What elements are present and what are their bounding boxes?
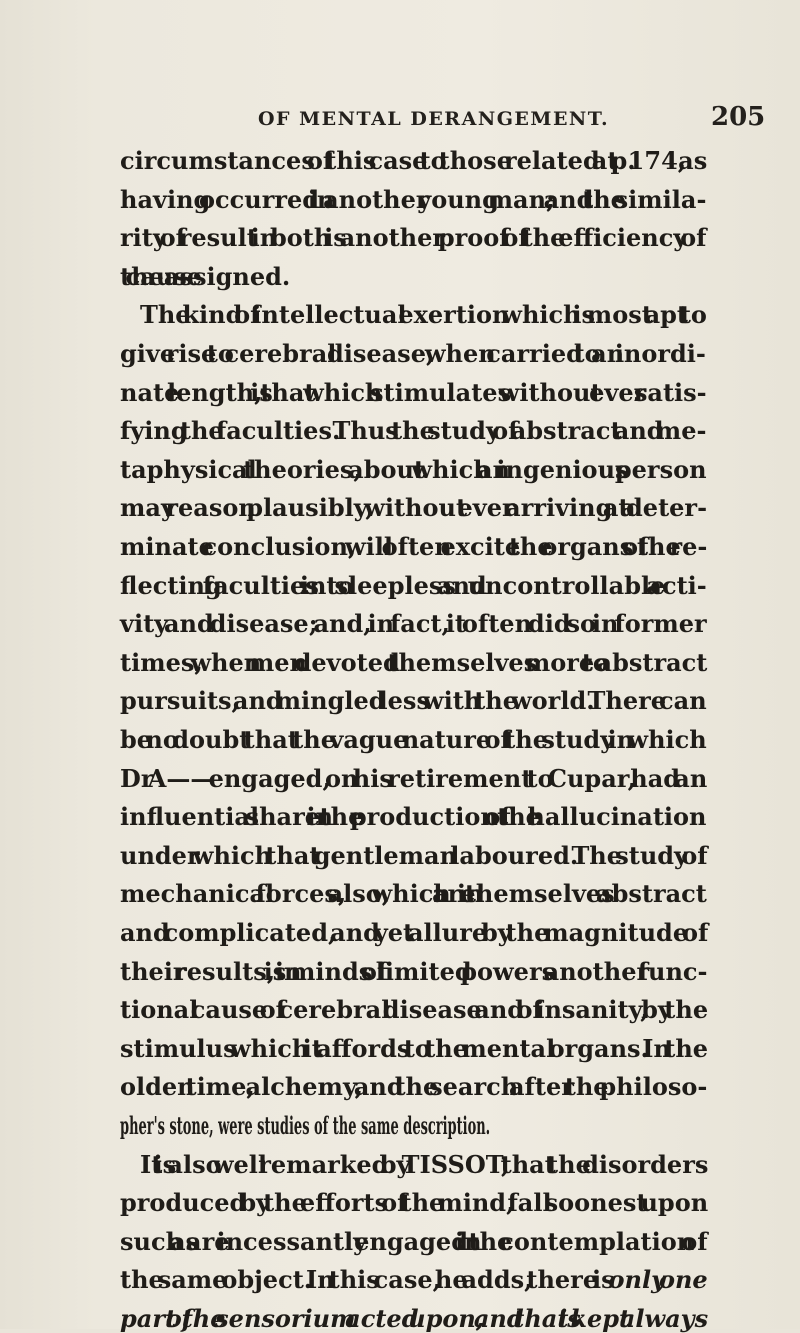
- text-line: pursuits, and mingled less with the world. There can: [120, 686, 707, 716]
- text-line: and complicated, and yet allure by the magnitude of: [120, 918, 709, 947]
- text-line: pher's stone, were studies of the same description.: [120, 1111, 491, 1140]
- text-line: their results, is in minds of limited powers another func-: [120, 956, 708, 986]
- text-line: taphysical theories, about which an ingenious person: [120, 454, 707, 484]
- page-number: 205: [711, 102, 766, 132]
- text-line: rity of result in both is another proof of the efficiency of: [120, 223, 707, 253]
- text-line: times, when men devoted themselves more to abstract: [120, 647, 708, 677]
- text-line: fying the faculties. Thus the study of abstract and me-: [120, 416, 707, 446]
- text-line: circumstances of this case to those related at p. 174, as: [120, 146, 708, 175]
- text-line: the cause assigned.: [120, 261, 291, 291]
- text-line: Dr A—— engaged, on his retirement to Cupar, had an: [120, 763, 708, 793]
- text-line: vity and disease; and, in fact, it often did so in former: [120, 609, 707, 639]
- text-line: The kind of intellectual exertion which is most apt to: [140, 300, 707, 330]
- text-line: It is also well remarked by TISSOT, that the disorders: [140, 1149, 709, 1179]
- text-line: tional cause of cerebral disease and of insanity, by the: [120, 995, 709, 1025]
- text-line: nate length, is that which stimulates without ever satis-: [120, 377, 707, 407]
- text-line: may reason plausibly, without ever arriving at a deter-: [120, 493, 708, 523]
- text-line: the same object. In this case, he adds, there is only one: [120, 1265, 708, 1295]
- text-line: such as are incessantly engaged in the contemplation of: [120, 1226, 708, 1256]
- text-line: stimulus which it affords to the mental organs. In the: [120, 1033, 709, 1063]
- text-line: produced by the efforts of the mind, fall soonest upon: [120, 1188, 709, 1218]
- text-line: olden time, alchemy, and the search after the philoso-: [120, 1072, 708, 1102]
- text-line: part of the sensorium acted upon, and that is kept always: [120, 1304, 709, 1333]
- text-line: mechanical forces, also, which are in themselves abstract: [120, 879, 707, 909]
- text-line: having occurred in another young man; and the simila-: [120, 184, 707, 214]
- text-line: give rise to cerebral disease, when carried to an inordi-: [120, 339, 706, 368]
- text-line: minate conclusion, will often excite the organs of the re-: [120, 532, 708, 561]
- text-line: influential share in the production of the hallucination: [120, 802, 707, 832]
- text-line: flecting faculties into sleepless and uncontrollable acti-: [120, 570, 707, 600]
- italic-phrase: only one: [608, 1265, 708, 1295]
- text-line: under which that gentleman laboured. The study of: [120, 840, 708, 870]
- running-head: OF MENTAL DERANGEMENT.: [258, 108, 610, 130]
- text-line: be no doubt that the vague nature of the study in which: [120, 725, 707, 754]
